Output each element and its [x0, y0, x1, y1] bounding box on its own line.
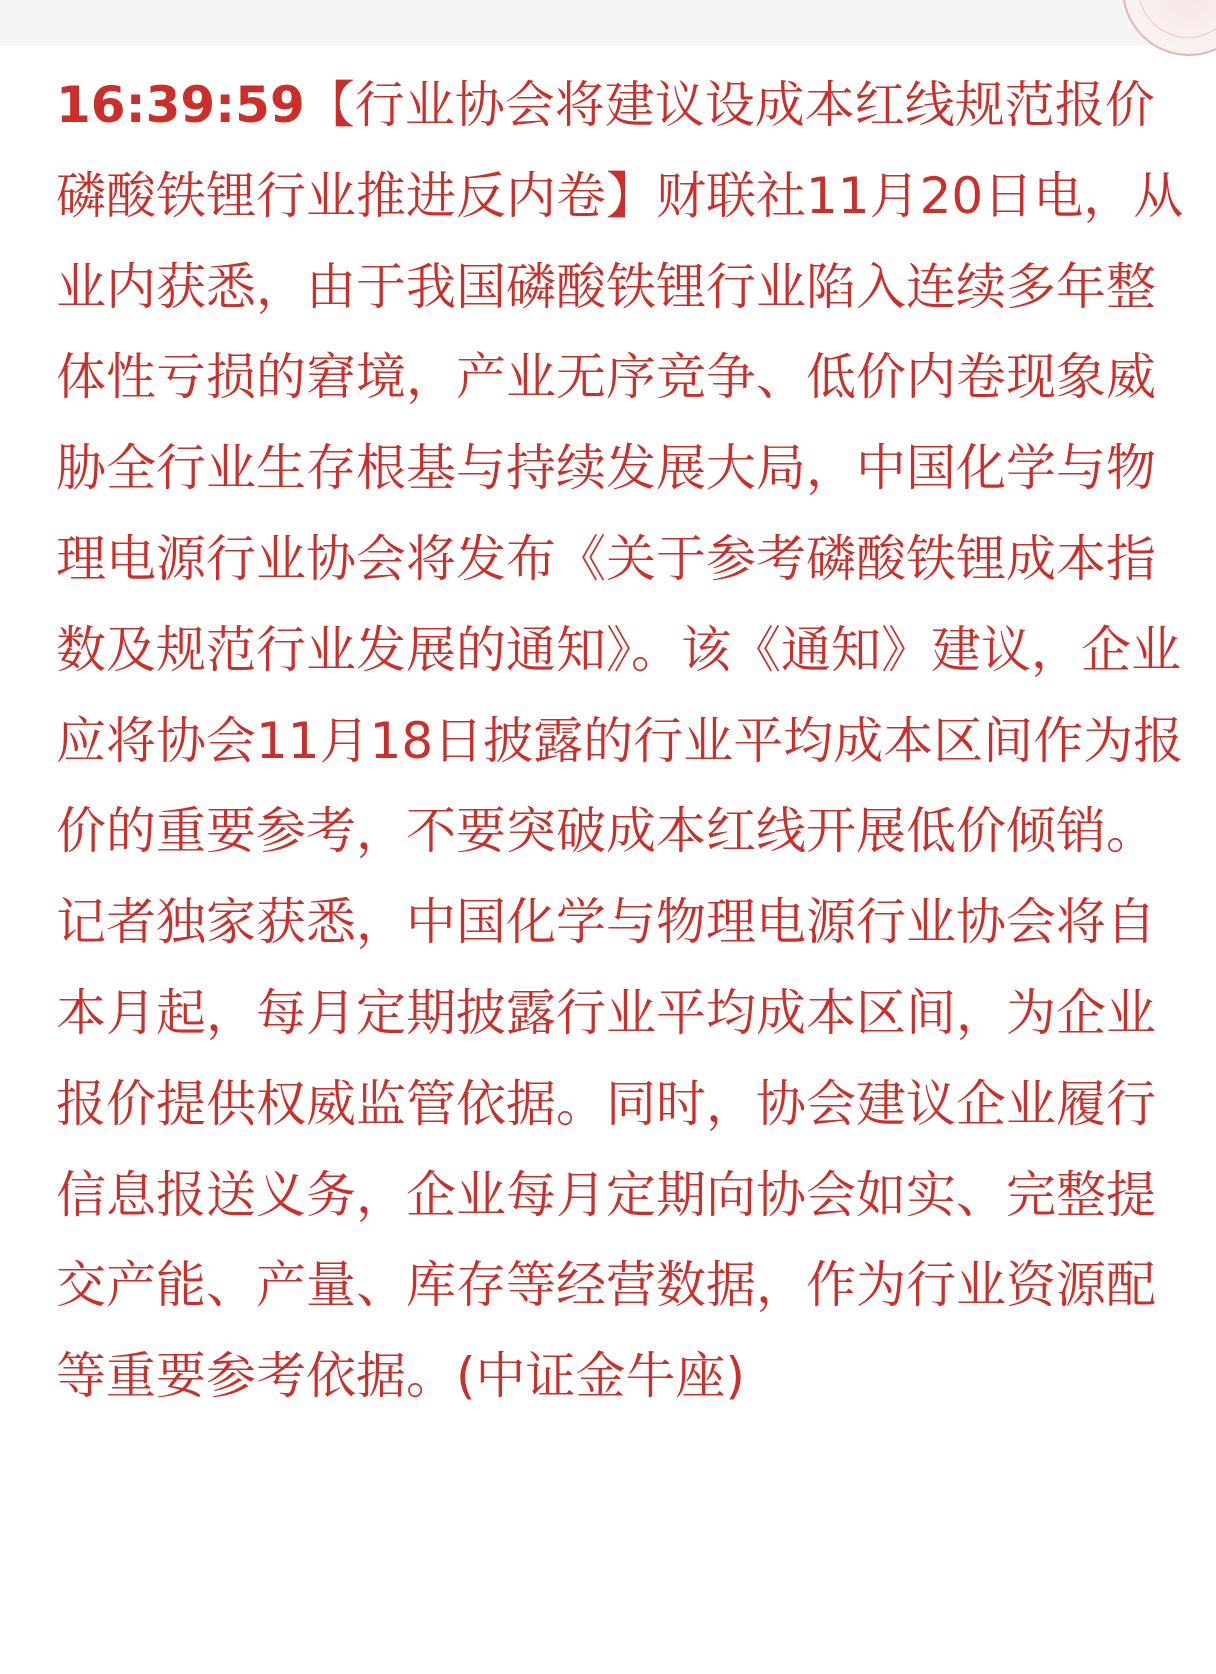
top-bar [0, 0, 1216, 46]
news-body: 财联社11月20日电，从业内获悉，由于我国磷酸铁锂行业陷入连续多年整体性亏损的窘境，产业无序竞争、低价内卷现象威胁全行业生存根基与持续发展大局，中国化学与物理电源行业协会将发布《关于参考磷酸铁锂成本指数及规范行业发展的通知》。该《通知》建议，企业应将协会11月18日披露的行业平均成本区间作为报价的重要参考，不要突破成本红线开展低价倾销。记者独家获悉，中国化学与物理电源行业协会将自本月起，每月定期披露行业平均成本区间，为企业报价提供权威监管依据。同时，协会建议企业履行信息报送义务，企业每月定期向协会如实、完整提交产能、产量、库存等经营数据，作为行业资源配等重要参考依据。(中证金牛座) [56, 166, 1184, 1406]
news-time: 16:39:59 [56, 76, 305, 134]
corner-button-icon[interactable] [1122, 0, 1216, 56]
news-headline: 【行业协会将建议设成本红线规范报价 磷酸铁锂行业推进反内卷】 [56, 76, 1155, 225]
news-item [56, 60, 1186, 1422]
